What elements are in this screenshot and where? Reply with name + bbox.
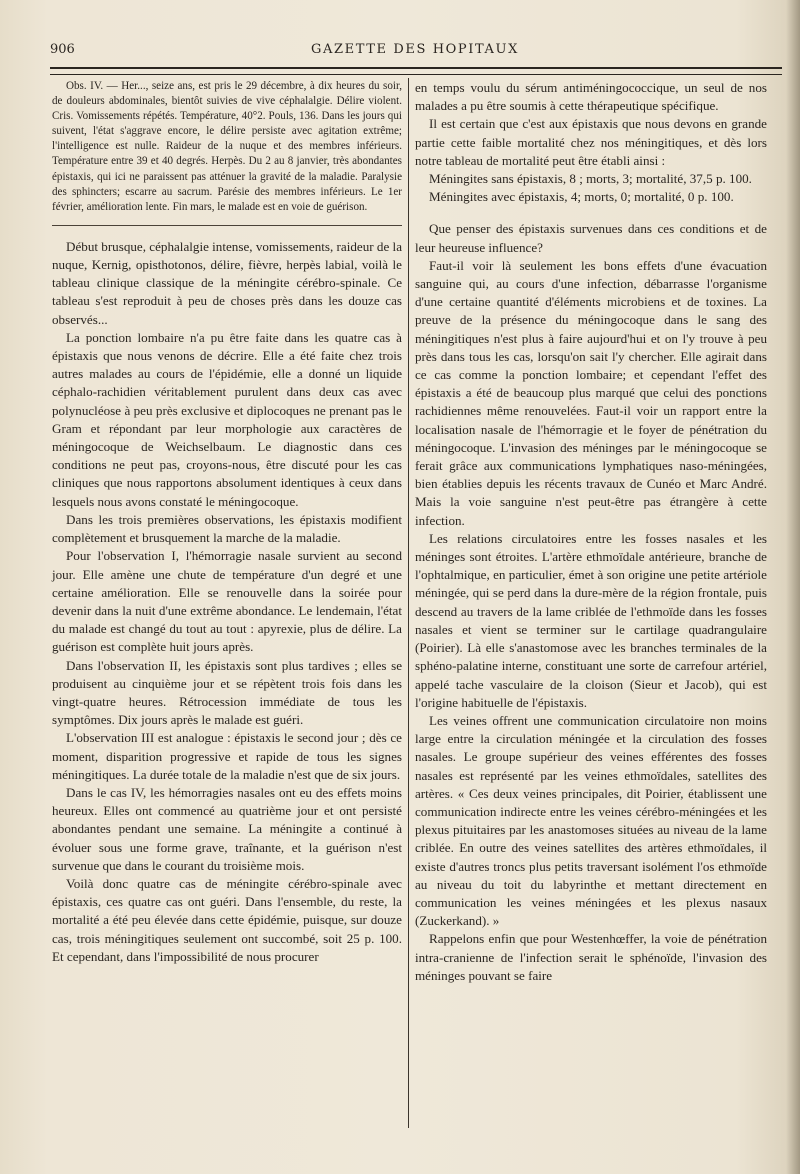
- observation-iv: Obs. IV. — Her..., seize ans, est pris le 29 décembre, à dix heures du soir, de douleurs abdominales, bientôt suivies de vive céphalalgie. Délire violent. Cris. Vomissements répétés. Température, 40°2. Pouls, 136. Dans les jours qui suivent, l'état s'aggrave encore, le délire persiste avec agitation extrême; l'intelligence est nulle. Raideur de la nuque et des membres inférieurs. Température entre 39 et 40 degrés. Herpès. Du 2 au 8 janvier, très abondantes épistaxis, qui ici ne paraissent pas atténuer la gravité de la maladie. Paralysie des sphincters; escarre au sacrum. Parésie des membres inférieurs. Le 1er février, amélioration lente. Fin mars, le malade est en voie de guérison.: [52, 80, 402, 213]
- paragraph: Début brusque, céphalalgie intense, vomissements, raideur de la nuque, Kernig, opisthotonos, délire, fièvre, herpès labial, voilà le tableau clinique classique de la méningite cérébro-spinale. Ce tableau s'est reproduit à peu de choses près dans les douze cas observés...: [52, 238, 402, 327]
- paragraph-gap: [415, 206, 767, 220]
- paragraph: L'observation III est analogue : épistaxis le second jour ; dès ce moment, disparition progressive et rapide de tous les signes méningitiques. La durée totale de la maladie n'est que de six jours.: [52, 730, 402, 782]
- paragraph: Dans l'observation II, les épistaxis sont plus tardives ; elles se produisent au cinquième jour et se répètent trois fois dans les vingt-quatre heures. Rétrocession immédiate de tous les symptômes. Dix jours après le malade est guéri.: [52, 657, 402, 728]
- mortality-line: Méningites sans épistaxis, 8 ; morts, 3; mortalité, 37,5 p. 100.: [429, 171, 752, 187]
- paragraph: Rappelons enfin que pour Westenhœffer, la voie de pénétration intra-cranienne de l'infection serait le sphénoïde, l'invasion des méninges pouvant se faire: [415, 931, 767, 983]
- right-column: [415, 79, 767, 985]
- page-edge-shadow: [786, 0, 800, 1174]
- paragraph: Les veines offrent une communication circulatoire non moins large entre la circulation méningée et la circulation des fosses nasales. Le groupe supérieur des veines efférentes des fosses nasales est représenté par les veines ethmoïdales, satellites des artères. « Ces deux veines principales, dit Poirier, établissent une communication indirecte entre les veines cérébro-méningées et les plexus pituitaires par les anastomoses situées au niveau de la lame criblée. En outre des veines satellites des artères ethmoïdales, il existe d'autres troncs plus petits traversant isolément l'os ethmoïde au niveau du toit du labyrinthe et mettant directement en communication les veines méningées et les plexus nasaux (Zuckerkand). »: [415, 712, 767, 929]
- paragraph: Les relations circulatoires entre les fosses nasales et les méninges sont étroites. L'artère ethmoïdale antérieure, branche de l'ophtalmique, en particulier, émet à son origine une petite artériole méningée, qui se perd dans la dure-mère de la région frontale, puis descend au travers de la lame criblée de l'ethmoïde dans les fosses nasales et vient se terminer sur le cartilage quadrangulaire (Poirier). Là elle s'anastomose avec les branches terminales de la sphéno-palatine interne, constituant une sorte de carrefour artériel, appelé tache vasculaire de la cloison (Sieur et Jacob), qui est l'origine habituelle de l'épistaxis.: [415, 530, 767, 710]
- paragraph: en temps voulu du sérum antiméningococcique, un seul de nos malades a pu être soumis à cette thérapeutique spécifique.: [415, 80, 767, 114]
- section-rule: [52, 225, 402, 226]
- paragraph: Dans le cas IV, les hémorragies nasales ont eu des effets moins heureux. Elles ont commencé au quatrième jour et ont persisté abondantes pendant une semaine. La méningite a continué à évoluer sous une forme grave, traînante, et la guérison n'est survenue que dans le courant du troisième mois.: [52, 784, 402, 873]
- paragraph: Pour l'observation I, l'hémorragie nasale survient au second jour. Elle amène une chute de température d'un degré et une certaine amélioration. Elle se renouvelle dans la soirée pour devenir dans la nuit d'une extrême abondance. Le lendemain, l'état du malade est changé du tout au tout : apyrexie, plus de délire. La guérison est complète huit jours après.: [52, 548, 402, 655]
- mortality-line: Méningites avec épistaxis, 4; morts, 0; mortalité, 0 p. 100.: [429, 189, 734, 205]
- page-header: [50, 42, 780, 64]
- paragraph: Dans les trois premières observations, les épistaxis modifient complètement et brusquement la marche de la maladie.: [52, 511, 402, 546]
- paragraph: Que penser des épistaxis survenues dans ces conditions et de leur heureuse influence?: [415, 221, 767, 255]
- left-column: [52, 79, 402, 966]
- paragraph: La ponction lombaire n'a pu être faite dans les quatre cas à épistaxis que nous venons de décrire. Elle a été faite chez trois autres malades au cours de l'épidémie, elle a donné un liquide céphalo-rachidien véritablement purulent dans deux cas avec polynucléose à peu près exclusive et diplocoques ne prenant pas le Gram et répondant par leur morphologie aux caractères de méningocoque de Weichselbaum. Le diagnostic dans ces conditions ne peut pas, croyons-nous, être discuté pour les cas cliniques que nous rapportons absolument identiques à ceux dans lesquels nous avons constaté le méningocoque.: [52, 329, 402, 509]
- page-number: 906: [50, 42, 75, 57]
- header-rule: [50, 67, 782, 75]
- paragraph: Faut-il voir là seulement les bons effets d'une évacuation sanguine qui, au cours d'une infection, débarrasse l'organisme d'une certaine quantité d'éléments microbiens et de toxines. La preuve de la présence du méningocoque dans le sang des méningitiques n'est plus à faire aujourd'hui et on l'y trouve à peu près dans tous les cas, lorsqu'on sait l'y chercher. Elle agirait dans ce cas comme la ponction lombaire; et cependant l'effet des épistaxis a été de beaucoup plus marqué que celui des ponctions rachidiennes même renouvelées. Faut-il voir un rapport entre la localisation nasale de l'hémorragie et le foyer de pénétration du méningocoque. L'invasion des méninges par le méningocoque se ferait grâce aux communications lymphatiques naso-méningées, bien établies depuis les récents travaux de Cunéo et Marc André. Mais la voie sanguine n'est peut-être pas étrangère à cette infection.: [415, 257, 767, 528]
- paragraph: Voilà donc quatre cas de méningite cérébro-spinale avec épistaxis, ces quatre cas ont guéri. Dans l'ensemble, du reste, la mortalité a été peu élevée dans cette épidémie, puisque, sur douze cas, trois méningitiques seulement ont succombé, soit 25 p. 100. Et cependant, dans l'impossibilité de nous procurer: [52, 875, 402, 964]
- running-title: GAZETTE DES HOPITAUX: [311, 42, 519, 57]
- paragraph: Il est certain que c'est aux épistaxis que nous devons en grande partie cette faible mortalité chez nos méningitiques, et dès lors notre tableau de mortalité peut être établi ainsi :: [415, 116, 767, 168]
- column-divider: [408, 78, 409, 1128]
